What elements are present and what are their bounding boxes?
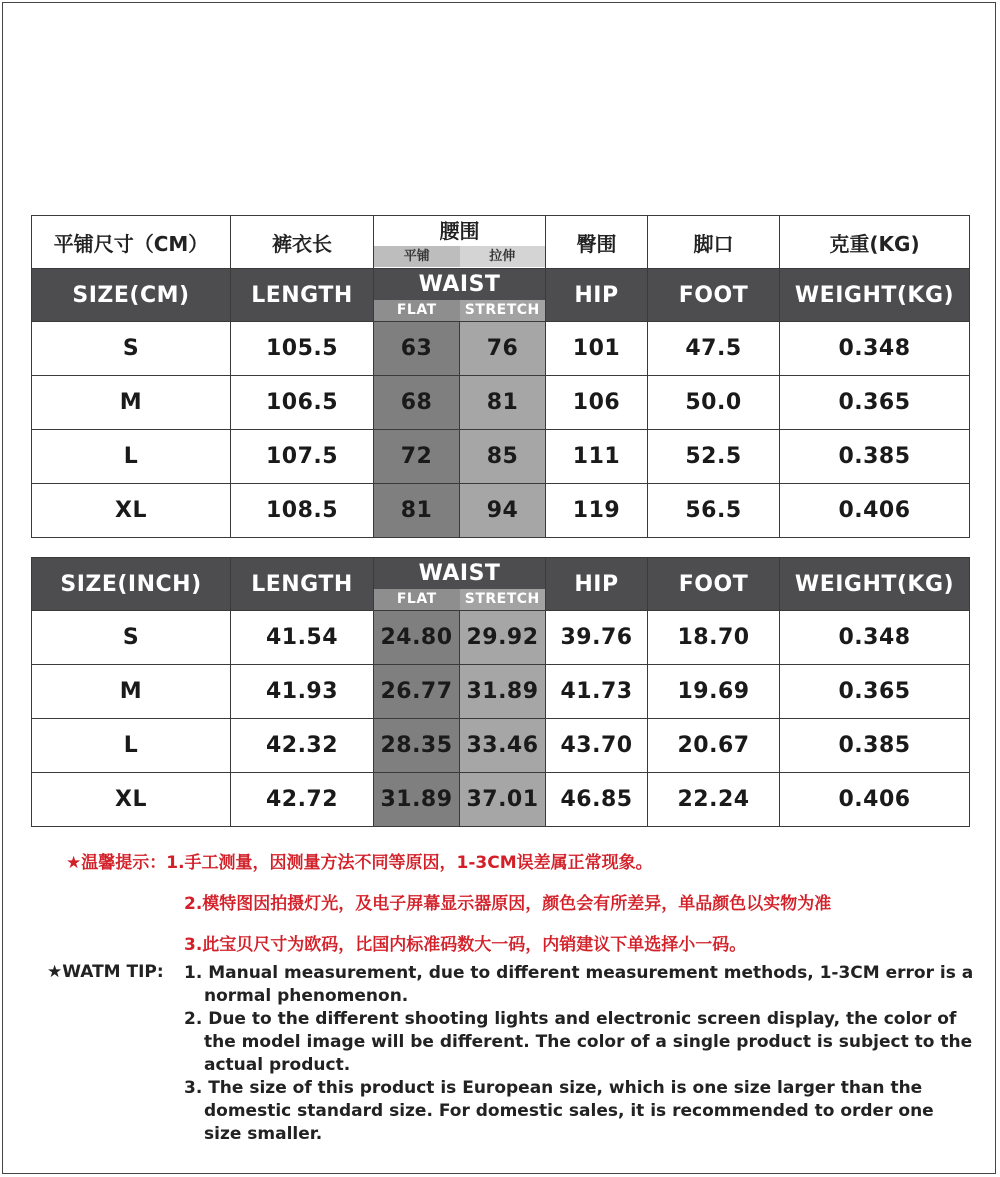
table-row xyxy=(32,484,970,538)
table-row xyxy=(32,719,970,773)
watm-tip-list xyxy=(184,962,974,1146)
waist-flat-cell: 26.77 xyxy=(374,665,460,719)
hip-cell: 111 xyxy=(546,430,648,484)
hip-cell: 106 xyxy=(546,376,648,430)
cn-waist-flat: 平铺 xyxy=(374,246,460,267)
size-cell: L xyxy=(32,719,231,773)
waist-stretch-cell: 37.01 xyxy=(460,773,546,827)
waist-flat-cell: 72 xyxy=(374,430,460,484)
waist-title: WAIST xyxy=(418,272,501,297)
cn-foot-header: 脚口 xyxy=(648,216,780,269)
tip-cn-3: 3.此宝贝尺寸为欧码，比国内标准码数大一码，内销建议下单选择小一码。 xyxy=(184,935,747,955)
foot-cell: 18.70 xyxy=(648,611,780,665)
weight-cell: 0.348 xyxy=(780,611,970,665)
header-row xyxy=(32,558,970,611)
waist-flat-cell: 81 xyxy=(374,484,460,538)
foot-cell: 52.5 xyxy=(648,430,780,484)
waist-stretch-cell: 29.92 xyxy=(460,611,546,665)
waist-stretch-cell: 94 xyxy=(460,484,546,538)
size-cell: S xyxy=(32,322,231,376)
weight-header: WEIGHT(KG) xyxy=(780,269,970,322)
waist-flat-cell: 63 xyxy=(374,322,460,376)
size-cell: M xyxy=(32,376,231,430)
length-cell: 41.54 xyxy=(231,611,374,665)
cn-waist-stretch: 拉伸 xyxy=(460,246,546,267)
weight-cell: 0.406 xyxy=(780,484,970,538)
cn-size-header: 平铺尺寸（CM） xyxy=(32,216,231,269)
cn-hip-header: 臀围 xyxy=(546,216,648,269)
foot-cell: 50.0 xyxy=(648,376,780,430)
tip-en-2: 2. Due to the different shooting lights and electronic screen display, the color of the model image will be different. The color of a single product is subject to the actual product. xyxy=(184,1009,973,1075)
size-header: SIZE(CM) xyxy=(32,269,231,322)
length-cell: 107.5 xyxy=(231,430,374,484)
length-header: LENGTH xyxy=(231,558,374,611)
foot-cell: 20.67 xyxy=(648,719,780,773)
table-row xyxy=(32,430,970,484)
cn-weight-header: 克重(KG) xyxy=(780,216,970,269)
waist-header xyxy=(374,269,546,322)
weight-cell: 0.348 xyxy=(780,322,970,376)
waist-flat-cell: 28.35 xyxy=(374,719,460,773)
size-table-inch xyxy=(31,557,970,827)
table-row xyxy=(32,773,970,827)
size-cell: XL xyxy=(32,773,231,827)
tip-cn-1: ★温馨提示：1.手工测量，因测量方法不同等原因，1-3CM误差属正常现象。 xyxy=(66,853,653,873)
size-header: SIZE(INCH) xyxy=(32,558,231,611)
length-cell: 42.72 xyxy=(231,773,374,827)
tip-cn-2: 2.模特图因拍摄灯光，及电子屏幕显示器原因，颜色会有所差异，单品颜色以实物为准 xyxy=(184,894,832,914)
weight-cell: 0.365 xyxy=(780,665,970,719)
foot-cell: 19.69 xyxy=(648,665,780,719)
cn-length-header: 裤衣长 xyxy=(231,216,374,269)
weight-cell: 0.385 xyxy=(780,719,970,773)
waist-stretch-cell: 33.46 xyxy=(460,719,546,773)
flat-subheader: FLAT xyxy=(374,300,460,321)
length-cell: 105.5 xyxy=(231,322,374,376)
cn-header-row xyxy=(32,216,970,269)
length-cell: 108.5 xyxy=(231,484,374,538)
waist-flat-cell: 31.89 xyxy=(374,773,460,827)
tip-en-1: 1. Manual measurement, due to different measurement methods, 1-3CM error is a normal phenomenon. xyxy=(184,963,974,1006)
waist-stretch-cell: 76 xyxy=(460,322,546,376)
hip-cell: 43.70 xyxy=(546,719,648,773)
hip-header: HIP xyxy=(546,558,648,611)
size-cell: L xyxy=(32,430,231,484)
size-cell: M xyxy=(32,665,231,719)
foot-cell: 47.5 xyxy=(648,322,780,376)
foot-header: FOOT xyxy=(648,269,780,322)
size-cell: S xyxy=(32,611,231,665)
hip-header: HIP xyxy=(546,269,648,322)
hip-cell: 119 xyxy=(546,484,648,538)
table-row xyxy=(32,611,970,665)
stretch-subheader: STRETCH xyxy=(460,589,546,610)
hip-cell: 41.73 xyxy=(546,665,648,719)
foot-cell: 56.5 xyxy=(648,484,780,538)
flat-subheader: FLAT xyxy=(374,589,460,610)
table-row xyxy=(32,376,970,430)
size-cell: XL xyxy=(32,484,231,538)
hip-cell: 39.76 xyxy=(546,611,648,665)
length-header: LENGTH xyxy=(231,269,374,322)
header-row xyxy=(32,269,970,322)
waist-stretch-cell: 85 xyxy=(460,430,546,484)
hip-cell: 101 xyxy=(546,322,648,376)
length-cell: 42.32 xyxy=(231,719,374,773)
table-row xyxy=(32,665,970,719)
watm-tip-label: ★WATM TIP: xyxy=(47,962,164,982)
weight-cell: 0.406 xyxy=(780,773,970,827)
cn-waist-title: 腰围 xyxy=(439,219,480,243)
weight-header: WEIGHT(KG) xyxy=(780,558,970,611)
weight-cell: 0.385 xyxy=(780,430,970,484)
cn-waist-header xyxy=(374,216,546,269)
length-cell: 106.5 xyxy=(231,376,374,430)
hip-cell: 46.85 xyxy=(546,773,648,827)
waist-title: WAIST xyxy=(418,561,501,586)
waist-flat-cell: 24.80 xyxy=(374,611,460,665)
waist-stretch-cell: 81 xyxy=(460,376,546,430)
size-table-cm xyxy=(31,215,970,538)
stretch-subheader: STRETCH xyxy=(460,300,546,321)
foot-header: FOOT xyxy=(648,558,780,611)
table-row xyxy=(32,322,970,376)
length-cell: 41.93 xyxy=(231,665,374,719)
tip-en-3: 3. The size of this product is European size, which is one size larger than the domestic standard size. For domestic sales, it is recommended to order one size smaller. xyxy=(184,1078,934,1144)
foot-cell: 22.24 xyxy=(648,773,780,827)
weight-cell: 0.365 xyxy=(780,376,970,430)
waist-flat-cell: 68 xyxy=(374,376,460,430)
waist-stretch-cell: 31.89 xyxy=(460,665,546,719)
waist-header xyxy=(374,558,546,611)
